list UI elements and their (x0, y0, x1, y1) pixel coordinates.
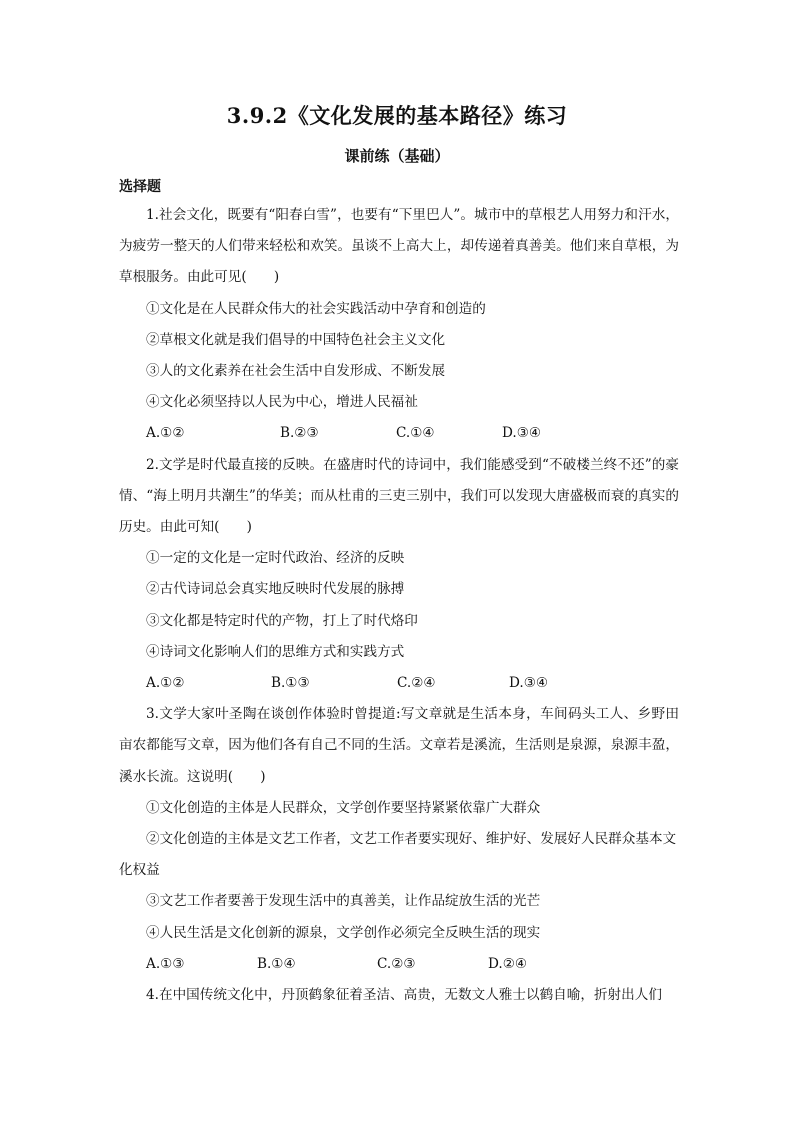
choice-d: D.③④ (509, 675, 549, 692)
question-option: ②草根文化就是我们倡导的中国特色社会主义文化 (146, 331, 446, 348)
question-option: ①一定的文化是一定时代政治、经济的反映 (146, 550, 405, 567)
question-stem: 2.文学是时代最直接的反映。在盛唐时代的诗词中，我们能感受到“不破楼兰终不还”的豪情、“海上明月共潮生”的华美；而从杜甫的三吏三别中，我们可以发现大唐盛极而衰的真实的历史。由此可知( ) (119, 456, 679, 536)
document-title: 3.9.2《文化发展的基本路径》练习 (226, 103, 568, 128)
question-option: ③文艺工作者要善于发现生活中的真善美，让作品绽放生活的光芒 (146, 893, 541, 910)
choice-c: C.①④ (396, 425, 435, 442)
question-option: ①文化创造的主体是人民群众，文学创作要坚持紧紧依靠广大群众 (146, 799, 541, 816)
choice-a: A.①③ (146, 955, 185, 972)
section-heading: 选择题 (119, 179, 161, 195)
question-option: ②古代诗词总会真实地反映时代发展的脉搏 (146, 581, 405, 598)
question-stem: 1.社会文化，既要有“阳春白雪”，也要有“下里巴人”。城市中的草根艺人用努力和汗水，为疲劳一整天的人们带来轻松和欢笑。虽谈不上高大上，却传递着真善美。他们来自草根，为草根服务。由此可见( ) (119, 207, 679, 286)
question-option: ③文化都是特定时代的产物，打上了时代烙印 (146, 612, 418, 629)
choice-c: C.②③ (377, 955, 416, 972)
document-subtitle: 课前练（基础） (344, 147, 450, 165)
choice-a: A.①② (146, 675, 185, 692)
question-option: ①文化是在人民群众伟大的社会实践活动中孕育和创造的 (146, 300, 486, 317)
answer-choices (119, 668, 679, 699)
choice-d: D.③④ (502, 425, 542, 442)
question-option: ④文化必须坚持以人民为中心，增进人民福祉 (146, 394, 418, 411)
answer-choices (119, 949, 679, 980)
question-option: ③人的文化素养在社会生活中自发形成、不断发展 (146, 363, 446, 380)
question-option: ④诗词文化影响人们的思维方式和实践方式 (146, 643, 405, 660)
question-list (119, 200, 679, 1011)
question-stem: 3.文学大家叶圣陶在谈创作体验时曾提道:写文章就是生活本身，车间码头工人、乡野田亩农都能写文章，因为他们各有自己不同的生活。文章若是溪流，生活则是泉源，泉源丰盈，溪水长流。这说明( ) (119, 706, 679, 785)
question-stem: 4.在中国传统文化中，丹顶鹤象征着圣洁、高贵，无数文人雅士以鹤自喻，折射出人们 (146, 987, 662, 1004)
choice-a: A.①② (146, 425, 185, 442)
choice-b: B.①③ (271, 675, 310, 692)
choice-c: C.②④ (397, 675, 436, 692)
question-option: ②文化创造的主体是文艺工作者，文艺工作者要实现好、维护好、发展好人民群众基本文化权益 (119, 831, 677, 879)
choice-b: B.②③ (280, 425, 319, 442)
choice-d: D.②④ (488, 955, 528, 972)
choice-b: B.①④ (257, 955, 296, 972)
answer-choices (119, 418, 679, 449)
question-option: ④人民生活是文化创新的源泉，文学创作必须完全反映生活的现实 (146, 924, 541, 941)
